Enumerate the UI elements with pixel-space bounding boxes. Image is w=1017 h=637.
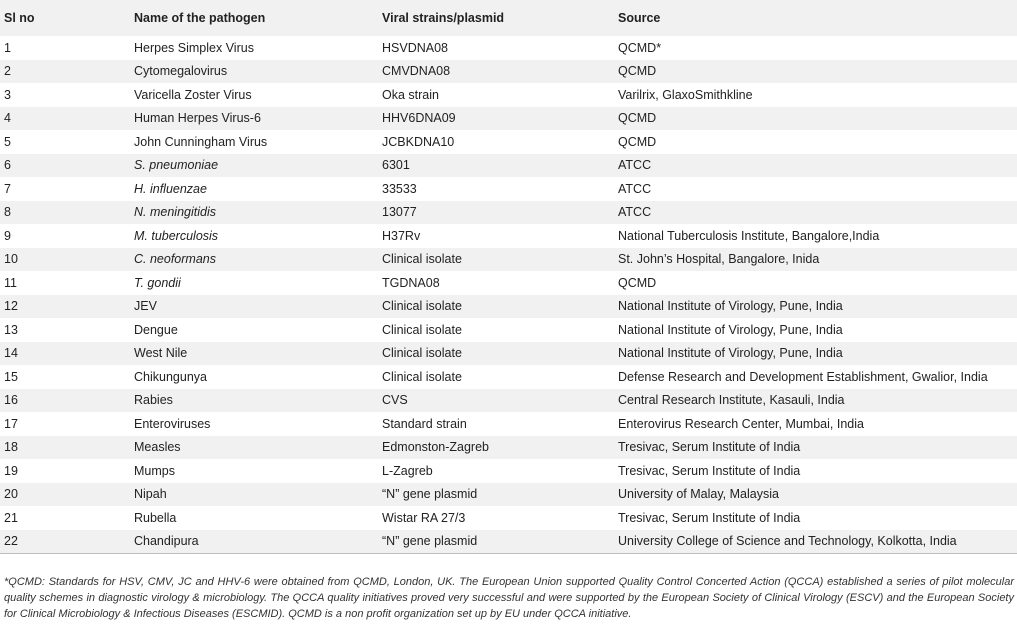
cell-sl-no: 10: [0, 248, 134, 272]
header-source: Source: [618, 0, 1017, 36]
table-row: [0, 483, 1017, 507]
cell-sl-no: 16: [0, 389, 134, 413]
cell-sl-no: 9: [4, 228, 11, 243]
cell-strain: CMVDNA08: [382, 60, 618, 84]
table-row: [0, 107, 1017, 131]
table-row: [0, 342, 1017, 366]
cell-strain: “N” gene plasmid: [382, 530, 618, 554]
cell-strain: Clinical isolate: [382, 248, 618, 272]
cell-sl-no: 1: [4, 40, 11, 55]
cell-source: QCMD: [618, 107, 1017, 131]
table-row: [0, 224, 1017, 248]
species-name: T. gondii: [134, 275, 181, 290]
cell-pathogen-name: Rabies: [134, 389, 382, 413]
cell-sl-no: 17: [4, 416, 18, 431]
cell-strain: H37Rv: [382, 228, 421, 243]
cell-source: ATCC: [618, 181, 652, 196]
cell-sl-no: 13: [4, 322, 18, 337]
header-pathogen-name: Name of the pathogen: [134, 0, 382, 36]
cell-pathogen-name: [134, 154, 382, 178]
cell-sl-no: 19: [4, 463, 18, 478]
table-row: [0, 271, 1017, 295]
cell-sl-no: 7: [4, 181, 11, 196]
cell-sl-no: 20: [0, 483, 134, 507]
cell-pathogen-name: [134, 201, 382, 225]
cell-sl-no: 8: [0, 201, 134, 225]
cell-pathogen-name: Human Herpes Virus-6: [134, 107, 382, 131]
cell-pathogen-name: Chikungunya: [134, 369, 207, 384]
cell-pathogen-name: Varicella Zoster Virus: [134, 87, 252, 102]
cell-sl-no: 18: [0, 436, 134, 460]
table-row: [0, 530, 1017, 554]
cell-sl-no: 12: [0, 295, 134, 319]
table-row: [0, 177, 1017, 201]
cell-pathogen-name: [134, 271, 382, 295]
table-row: [0, 459, 1017, 483]
cell-sl-no: 2: [0, 60, 134, 84]
cell-pathogen-name: Cytomegalovirus: [134, 60, 382, 84]
cell-pathogen-name: JEV: [134, 295, 382, 319]
cell-source: National Institute of Virology, Pune, India: [618, 322, 843, 337]
table-row: [0, 130, 1017, 154]
cell-strain: L-Zagreb: [382, 463, 433, 478]
cell-strain: Oka strain: [382, 87, 439, 102]
cell-sl-no: 11: [4, 275, 17, 290]
cell-strain: 13077: [382, 201, 618, 225]
cell-strain: “N” gene plasmid: [382, 483, 618, 507]
table-row: [0, 201, 1017, 225]
cell-pathogen-name: Chandipura: [134, 530, 382, 554]
cell-pathogen-name: Dengue: [134, 322, 178, 337]
cell-sl-no: 6: [0, 154, 134, 178]
cell-sl-no: 3: [4, 87, 11, 102]
cell-pathogen-name: [134, 177, 382, 201]
cell-source: National Institute of Virology, Pune, India: [618, 342, 1017, 366]
cell-pathogen-name: [134, 248, 382, 272]
cell-source: University College of Science and Technology, Kolkotta, India: [618, 530, 1017, 554]
cell-source: QCMD: [618, 134, 657, 149]
table-footnote: *QCMD: Standards for HSV, CMV, JC and HHV-6 were obtained from QCMD, London, UK. The European Union supported Quality Control Concerted Action (QCCA) established a series of pilot molecular quality schemes in diagnostic virology & microbiology. The QCCA quality initiatives proved very successful and were supported by the European Society of Clinical Virology (ESCV) and the European Society for Clinical Microbiology & Infectious Diseases (ESCMID). QCMD is a non profit organization set up by EU under QCCA initiative.: [4, 576, 1014, 620]
cell-source: National Institute of Virology, Pune, India: [618, 295, 1017, 319]
cell-sl-no: 5: [4, 134, 11, 149]
cell-strain: Clinical isolate: [382, 369, 462, 384]
table-row: [0, 318, 1017, 342]
species-name: M. tuberculosis: [134, 228, 219, 243]
cell-strain: CVS: [382, 389, 618, 413]
cell-pathogen-name: Enteroviruses: [134, 416, 211, 431]
cell-strain: TGDNA08: [382, 275, 440, 290]
cell-source: Defense Research and Development Establishment, Gwalior, India: [618, 369, 988, 384]
cell-pathogen-name: John Cunningham Virus: [134, 134, 268, 149]
table-row: [0, 36, 1017, 60]
cell-sl-no: 21: [4, 510, 18, 525]
cell-pathogen-name: [134, 224, 382, 248]
table-row: [0, 60, 1017, 84]
cell-pathogen-name: Nipah: [134, 483, 382, 507]
cell-source: Enterovirus Research Center, Mumbai, India: [618, 416, 864, 431]
cell-strain: 6301: [382, 154, 618, 178]
species-name: N. meningitidis: [134, 205, 216, 220]
cell-source: QCMD: [618, 60, 1017, 84]
cell-source: Central Research Institute, Kasauli, India: [618, 389, 1017, 413]
cell-source: QCMD: [618, 275, 657, 290]
cell-strain: HSVDNA08: [382, 40, 448, 55]
table-body: [0, 36, 1017, 554]
table-row: [0, 83, 1017, 107]
cell-pathogen-name: Rubella: [134, 510, 177, 525]
table-row: [0, 295, 1017, 319]
cell-strain: Clinical isolate: [382, 342, 618, 366]
cell-source: Tresivac, Serum Institute of India: [618, 436, 1017, 460]
table-row: [0, 506, 1017, 530]
cell-source: Tresivac, Serum Institute of India: [618, 463, 801, 478]
cell-source: QCMD*: [618, 40, 662, 55]
table-row: [0, 154, 1017, 178]
cell-source: ATCC: [618, 154, 1017, 178]
species-name: S. pneumoniae: [134, 158, 219, 173]
cell-strain: HHV6DNA09: [382, 107, 618, 131]
table-row: [0, 365, 1017, 389]
cell-strain: Clinical isolate: [382, 295, 618, 319]
table-row: [0, 412, 1017, 436]
species-name: C. neoformans: [134, 252, 216, 267]
cell-strain: Clinical isolate: [382, 322, 462, 337]
header-sl-no: Sl no: [0, 0, 134, 36]
header-strain: Viral strains/plasmid: [382, 0, 618, 36]
cell-pathogen-name: West Nile: [134, 342, 382, 366]
cell-source: Varilrix, GlaxoSmithkline: [618, 87, 753, 102]
table-row: [0, 436, 1017, 460]
cell-strain: Edmonston-Zagreb: [382, 436, 618, 460]
cell-strain: 33533: [382, 181, 417, 196]
table-header-row: [0, 0, 1017, 36]
cell-source: University of Malay, Malaysia: [618, 483, 1017, 507]
cell-strain: Standard strain: [382, 416, 467, 431]
cell-source: ATCC: [618, 201, 1017, 225]
table-row: [0, 248, 1017, 272]
cell-sl-no: 22: [0, 530, 134, 554]
cell-source: National Tuberculosis Institute, Bangalore,India: [618, 228, 880, 243]
cell-sl-no: 15: [4, 369, 18, 384]
cell-pathogen-name: Herpes Simplex Virus: [134, 40, 254, 55]
cell-strain: JCBKDNA10: [382, 134, 455, 149]
cell-sl-no: 4: [0, 107, 134, 131]
cell-pathogen-name: Measles: [134, 436, 382, 460]
table-row: [0, 389, 1017, 413]
cell-source: St. John’s Hospital, Bangalore, Inida: [618, 248, 1017, 272]
cell-pathogen-name: Mumps: [134, 463, 175, 478]
cell-sl-no: 14: [0, 342, 134, 366]
cell-strain: Wistar RA 27/3: [382, 510, 466, 525]
cell-source: Tresivac, Serum Institute of India: [618, 510, 801, 525]
species-name: H. influenzae: [134, 181, 207, 196]
